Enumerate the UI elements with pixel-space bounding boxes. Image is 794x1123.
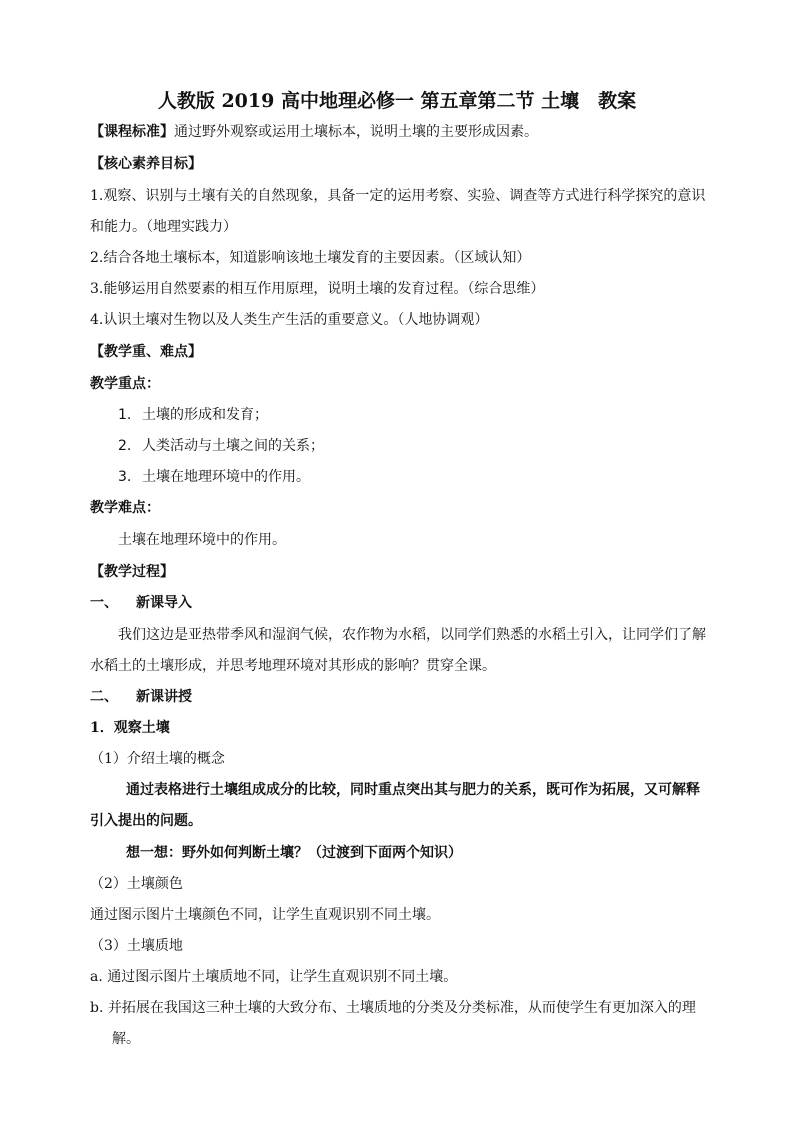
focus-item-text: 土壤的形成和发育； — [142, 407, 268, 423]
core-goal-1a: 1.观察、识别与土壤有关的自然现象，具备一定的运用考察、实验、调查等方式进行科学探究的意识 — [90, 188, 706, 204]
core-goal-3: 3.能够运用自然要素的相互作用原理，说明土壤的发育过程。（综合思维） — [90, 281, 545, 297]
subsection-1: （1）介绍土壤的概念 — [90, 751, 225, 767]
soil-texture-item-b-line-1: b. 并拓展在我国这三种土壤的大致分布、土壤质地的分类及分类标准，从而使学生有更加深入的理 — [90, 1000, 696, 1016]
focus-item-number: 3. — [118, 469, 132, 485]
observe-soil-heading: 1．观察土壤 — [90, 720, 170, 736]
think-prompt: 想一想：野外如何判断土壤？（过渡到下面两个知识） — [126, 845, 462, 861]
subsection-3: （3）土壤质地 — [90, 938, 183, 954]
intro-paragraph-line-1: 我们这边是亚热带季风和湿润气候，农作物为水稻，以同学们熟悉的水稻土引入，让同学们了解 — [118, 627, 706, 643]
focus-item-text: 土壤在地理环境中的作用。 — [142, 469, 310, 485]
focus-item-text: 人类活动与土壤之间的关系； — [142, 438, 324, 454]
soil-texture-item-b-line-2: 解。 — [112, 1031, 140, 1047]
bold-paragraph-line-1: 通过表格进行土壤组成成分的比较，同时重点突出其与肥力的关系，既可作为拓展，又可解释 — [126, 782, 700, 798]
part-two-title: 新课讲授 — [136, 689, 192, 705]
standard-text: 通过野外观察或运用土壤标本，说明土壤的主要形成因素。 — [174, 124, 538, 140]
core-goal-4: 4.认识土壤对生物以及人类生产生活的重要意义。（人地协调观） — [90, 312, 489, 328]
soil-color-text: 通过图示图片土壤颜色不同，让学生直观识别不同土壤。 — [90, 907, 440, 923]
teaching-difficulty-heading: 教学难点： — [90, 500, 160, 516]
part-one-number: 一、 — [90, 595, 118, 611]
focus-item-number: 1. — [118, 407, 132, 423]
core-literacy-heading: 【核心素养目标】 — [90, 156, 202, 172]
document-title: 人教版 2019 高中地理必修一 第五章第二节 土壤 教案 — [157, 90, 637, 112]
teaching-process-heading: 【教学过程】 — [90, 564, 174, 580]
teaching-focus-heading: 教学重点： — [90, 376, 160, 392]
soil-texture-item-a: a. 通过图示图片土壤质地不同，让学生直观识别不同土壤。 — [90, 969, 458, 985]
part-one-title: 新课导入 — [136, 595, 192, 611]
subsection-2: （2）土壤颜色 — [90, 876, 183, 892]
standard-label: 【课程标准】 — [90, 124, 174, 140]
part-two-number: 二、 — [90, 689, 118, 705]
difficulty-text: 土壤在地理环境中的作用。 — [118, 532, 286, 548]
part-one-heading — [90, 593, 706, 613]
intro-paragraph-line-2: 水稻土的土壤形成，并思考地理环境对其形成的影响？贯穿全课。 — [90, 658, 496, 674]
core-goal-2: 2.结合各地土壤标本，知道影响该地土壤发育的主要因素。（区域认知） — [90, 250, 531, 266]
core-goal-1b: 和能力。（地理实践力） — [90, 219, 237, 235]
focus-item-3 — [118, 467, 734, 487]
key-points-heading: 【教学重、难点】 — [90, 344, 202, 360]
bold-paragraph-line-2: 引入提出的问题。 — [90, 813, 202, 829]
focus-item-2 — [118, 436, 734, 456]
course-standard — [90, 122, 706, 142]
focus-item-1 — [118, 405, 734, 425]
part-two-heading — [90, 687, 706, 707]
focus-item-number: 2. — [118, 438, 132, 454]
